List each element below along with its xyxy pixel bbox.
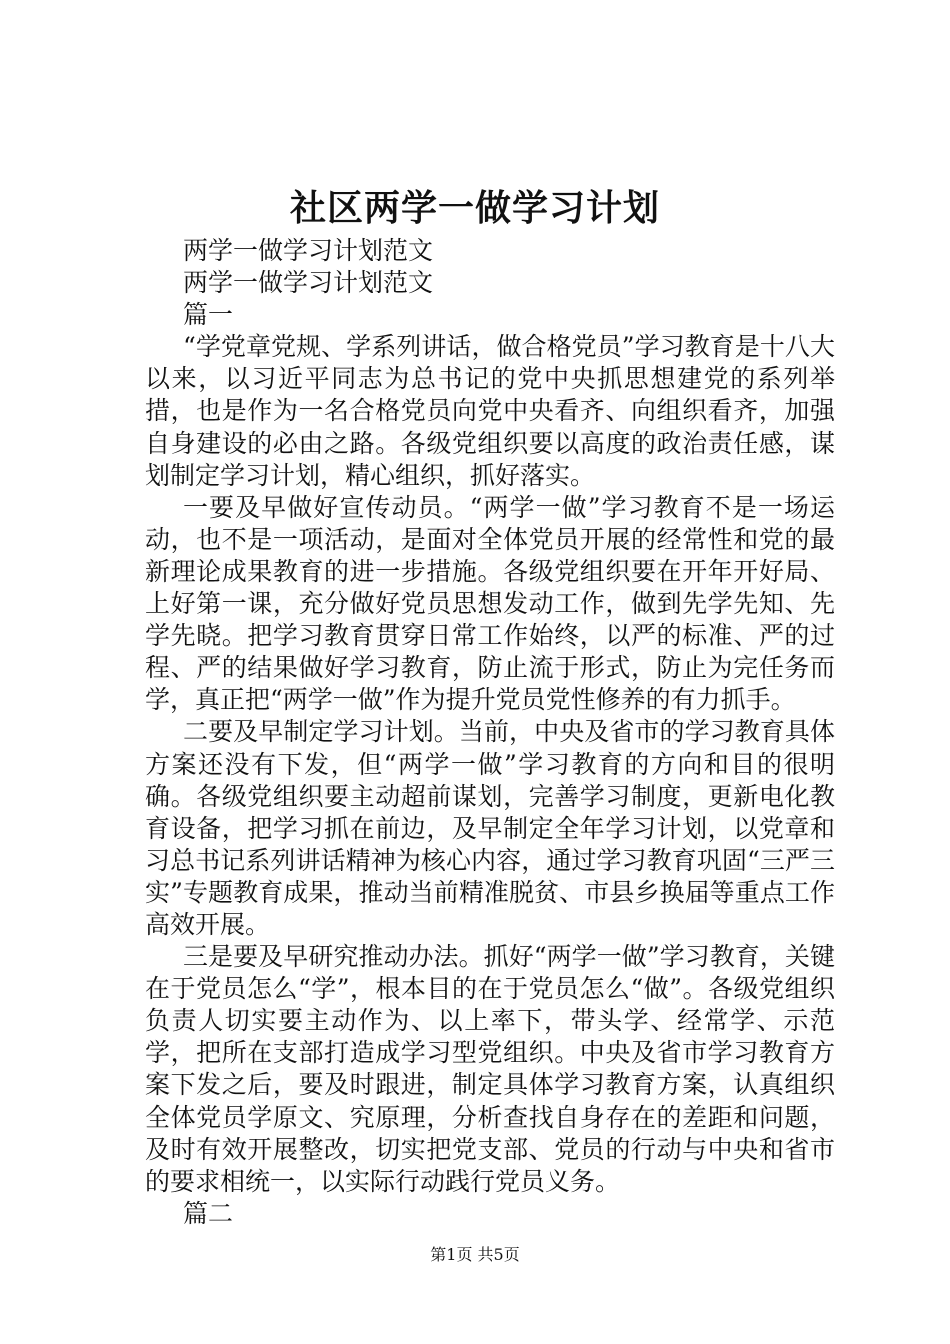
section-heading: 篇二 [183,1198,234,1228]
paragraph: “学党章党规、学系列讲话，做合格党员”学习教育是十八大以来，以习近平同志为总书记的党中央抓思想建党的系列举措，也是作为一名合格党员向党中央看齐、向组织看齐，加强自身建设的必由之路。各级党组织要以高度的政治责任感，谋划制定学习计划，精心组织，抓好落实。 [145,332,835,490]
paragraph: 二要及早制定学习计划。当前，中央及省市的学习教育具体方案还没有下发，但“两学一做”学习教育的方向和目的很明确。各级党组织要主动超前谋划，完善学习制度，更新电化教育设备，把学习抓在前边，及早制定全年学习计划，以党章和习总书记系列讲话精神为核心内容，通过学习教育巩固“三严三实”专题教育成果，推动当前精准脱贫、市县乡换届等重点工作高效开展。 [145,717,835,939]
document-title: 社区两学一做学习计划 [289,187,660,229]
subtitle-line: 两学一做学习计划范文 [183,236,434,265]
document-body [145,235,835,1230]
paragraph: 一要及早做好宣传动员。“两学一做”学习教育不是一场运动，也不是一项活动，是面对全体党员开展的经常性和党的最新理论成果教育的进一步措施。各级党组织要在开年开好局、上好第一课，充分做好党员思想发动工作，做到先学先知、先学先晓。把学习教育贯穿日常工作始终，以严的标准、严的过程、严的结果做好学习教育，防止流于形式，防止为完任务而学，真正把“两学一做”作为提升党员党性修养的有力抓手。 [145,492,835,715]
paragraph: 三是要及早研究推动办法。抓好“两学一做”学习教育，关键在于党员怎么“学”，根本目的在于党员怎么“做”。各级党组织负责人切实要主动作为、以上率下，带头学、经常学、示范学，把所在支部打造成学习型党组织。中央及省市学习教育方案下发之后，要及时跟进，制定具体学习教育方案，认真组织全体党员学原文、究原理，分析查找自身存在的差距和问题，及时有效开展整改，切实把党支部、党员的行动与中央和省市的要求相统一，以实际行动践行党员义务。 [145,942,835,1196]
section-heading: 篇一 [183,300,234,330]
subtitle-line: 两学一做学习计划范文 [183,268,434,298]
page-footer: 第1页 共5页 [430,1245,520,1264]
